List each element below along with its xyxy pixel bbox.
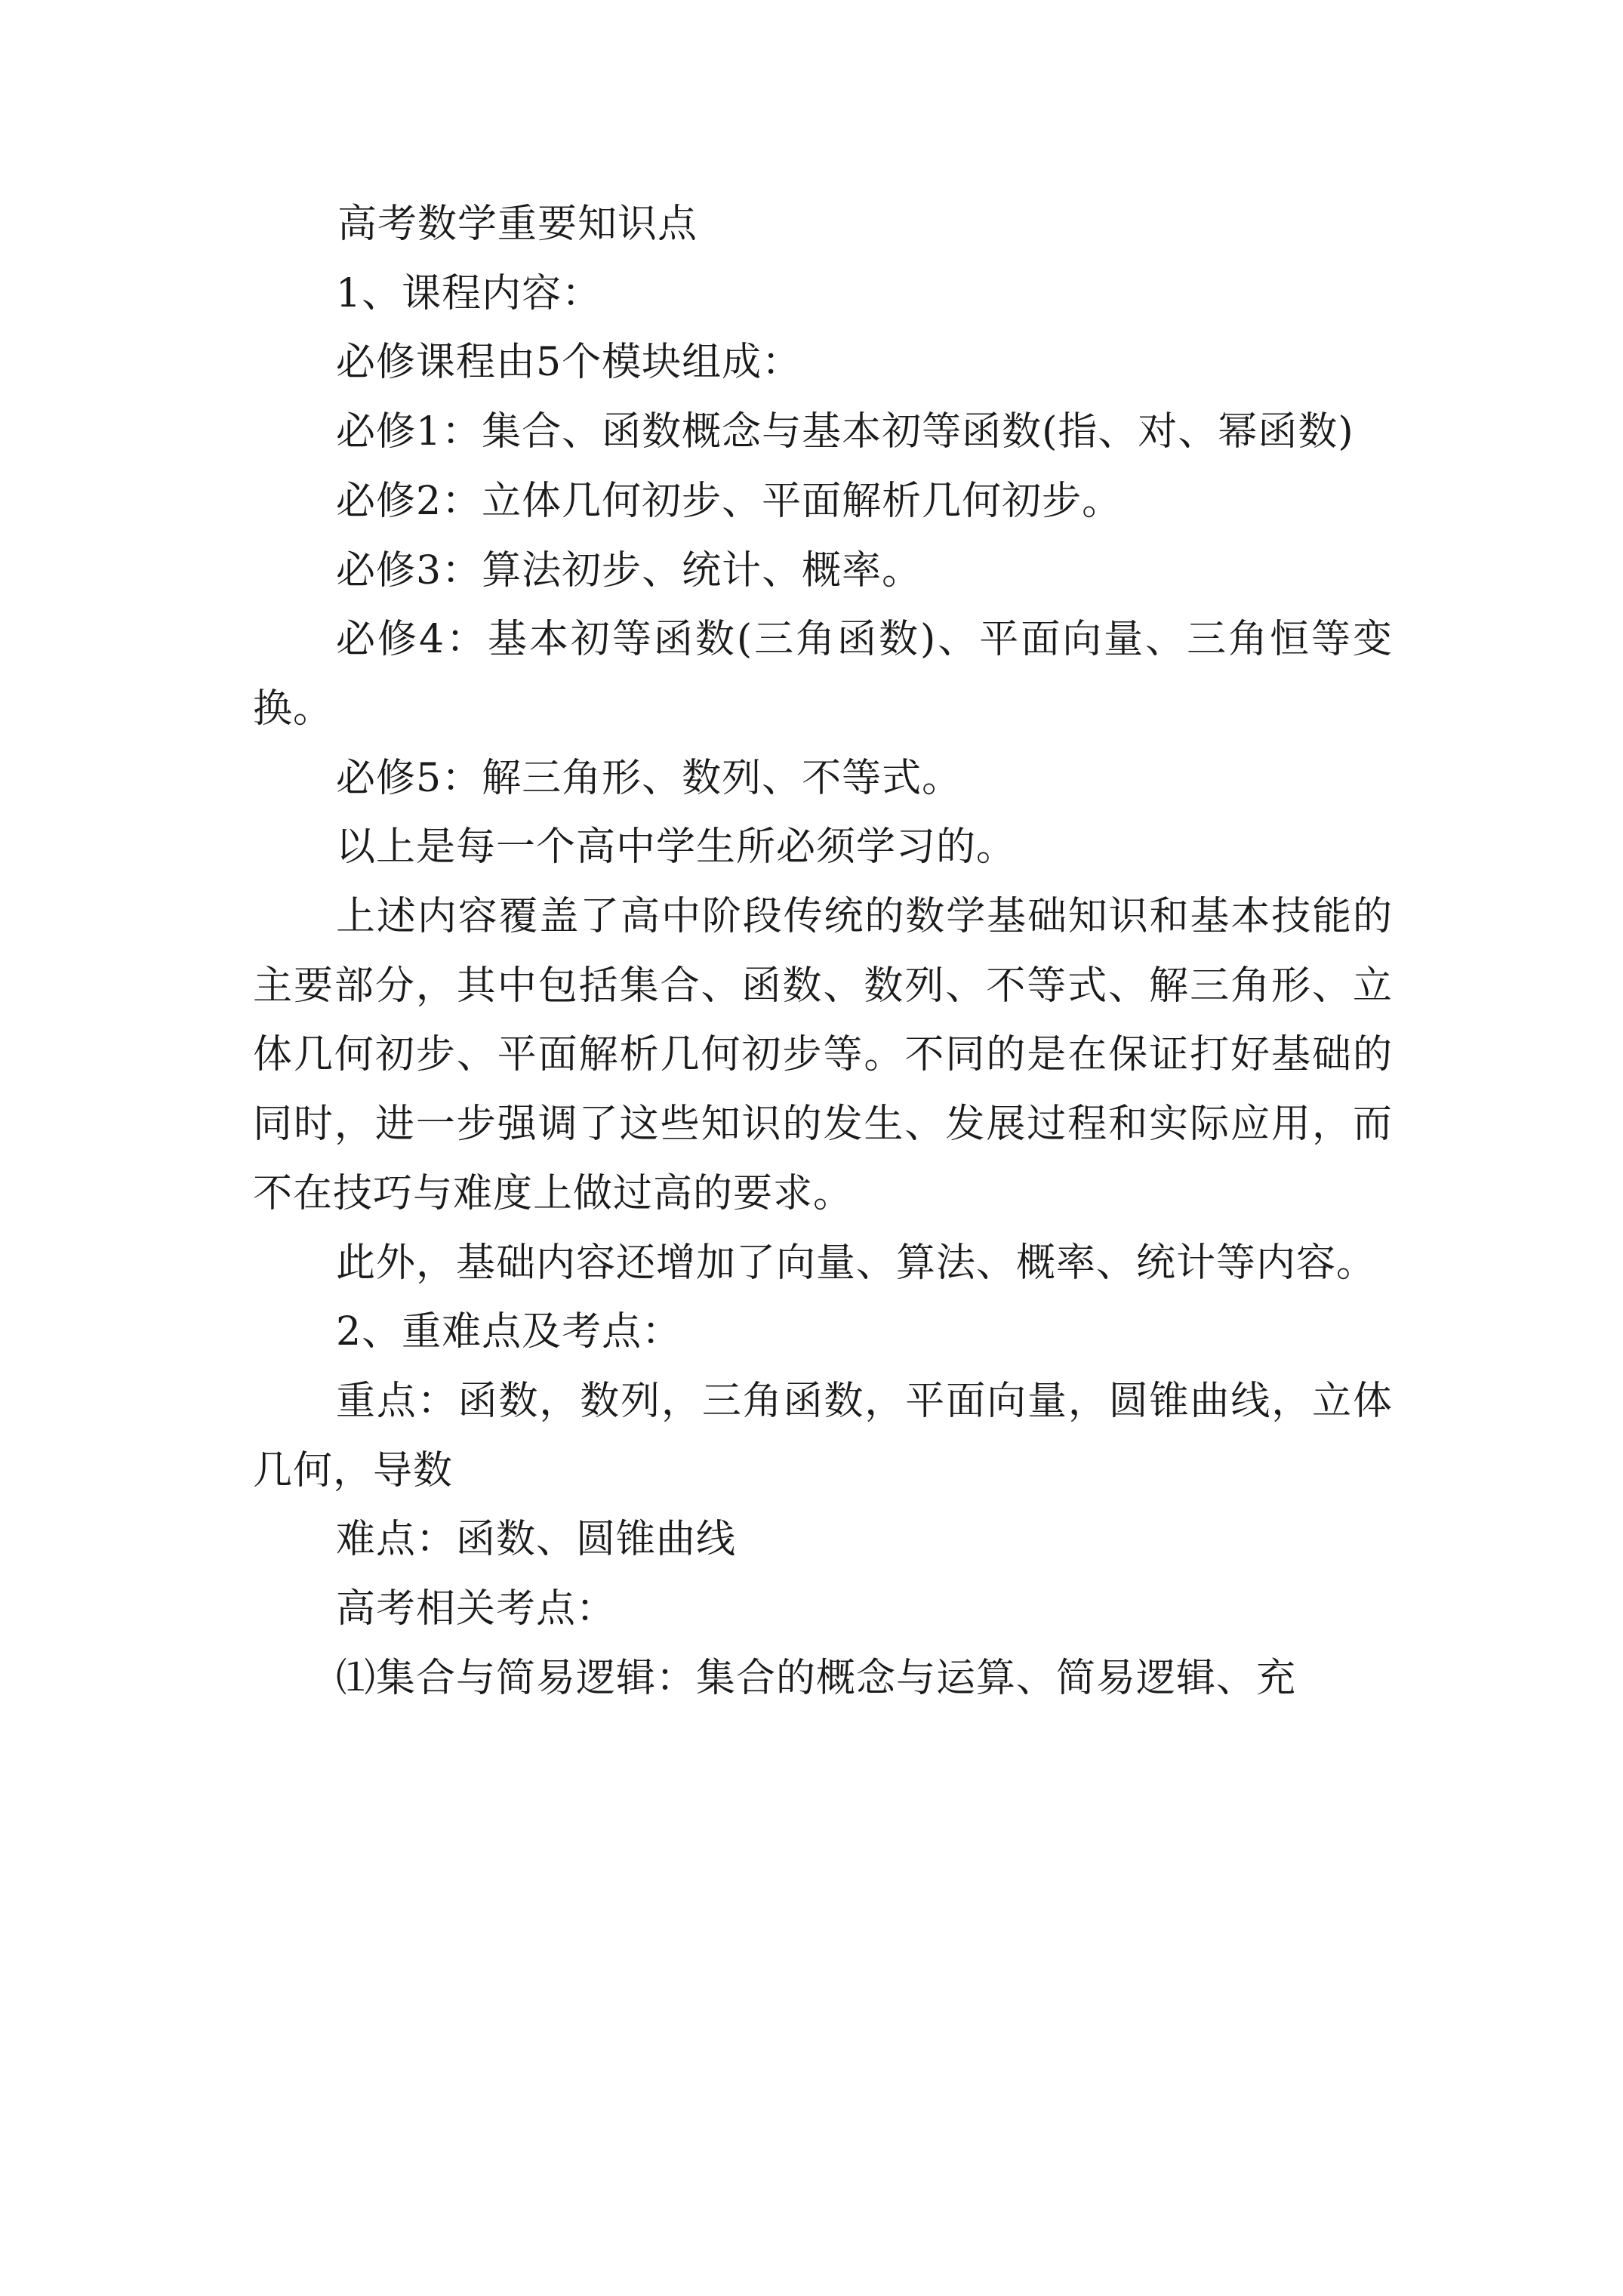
document-title: 高考数学重要知识点 (337, 202, 698, 247)
paragraph-module-1: 必修1：集合、函数概念与基本初等函数(指、对、幂函数) (336, 409, 1354, 455)
document-body (253, 190, 1393, 1713)
paragraph-module-2: 必修2：立体几何初步、平面解析几何初步。 (336, 478, 1123, 524)
paragraph-key-points: 重点：函数，数列，三角函数，平面向量，圆锥曲线，立体几何，导数 (253, 1378, 1393, 1493)
paragraph-course-content: 1、课程内容： (336, 270, 602, 316)
paragraph-required-modules: 必修课程由5个模块组成： (336, 340, 802, 386)
paragraph-module-3: 必修3：算法初步、统计、概率。 (336, 547, 922, 593)
paragraph-exam-point-1: ⑴集合与简易逻辑：集合的概念与运算、简易逻辑、充 (336, 1655, 1297, 1701)
paragraph-exam-points-heading: 高考相关考点： (336, 1586, 617, 1632)
paragraph-module-4: 必修4：基本初等函数(三角函数)、平面向量、三角恒等变换。 (253, 617, 1393, 732)
paragraph-content-coverage: 上述内容覆盖了高中阶段传统的数学基础知识和基本技能的主要部分，其中包括集合、函数、数列、不等式、解三角形、立体几何初步、平面解析几何初步等。不同的是在保证打好基础的同时，进一步强调了这些知识的发生、发展过程和实际应用，而不在技巧与难度上做过高的要求。 (253, 894, 1393, 1216)
paragraph-module-5: 必修5：解三角形、数列、不等式。 (336, 755, 962, 801)
paragraph-key-points-heading: 2、重难点及考点： (336, 1309, 682, 1355)
paragraph-all-students: 以上是每一个高中学生所必须学习的。 (336, 824, 1017, 871)
paragraph-additional-content: 此外，基础内容还增加了向量、算法、概率、统计等内容。 (336, 1240, 1377, 1286)
paragraph-difficult-points: 难点：函数、圆锥曲线 (336, 1517, 737, 1563)
